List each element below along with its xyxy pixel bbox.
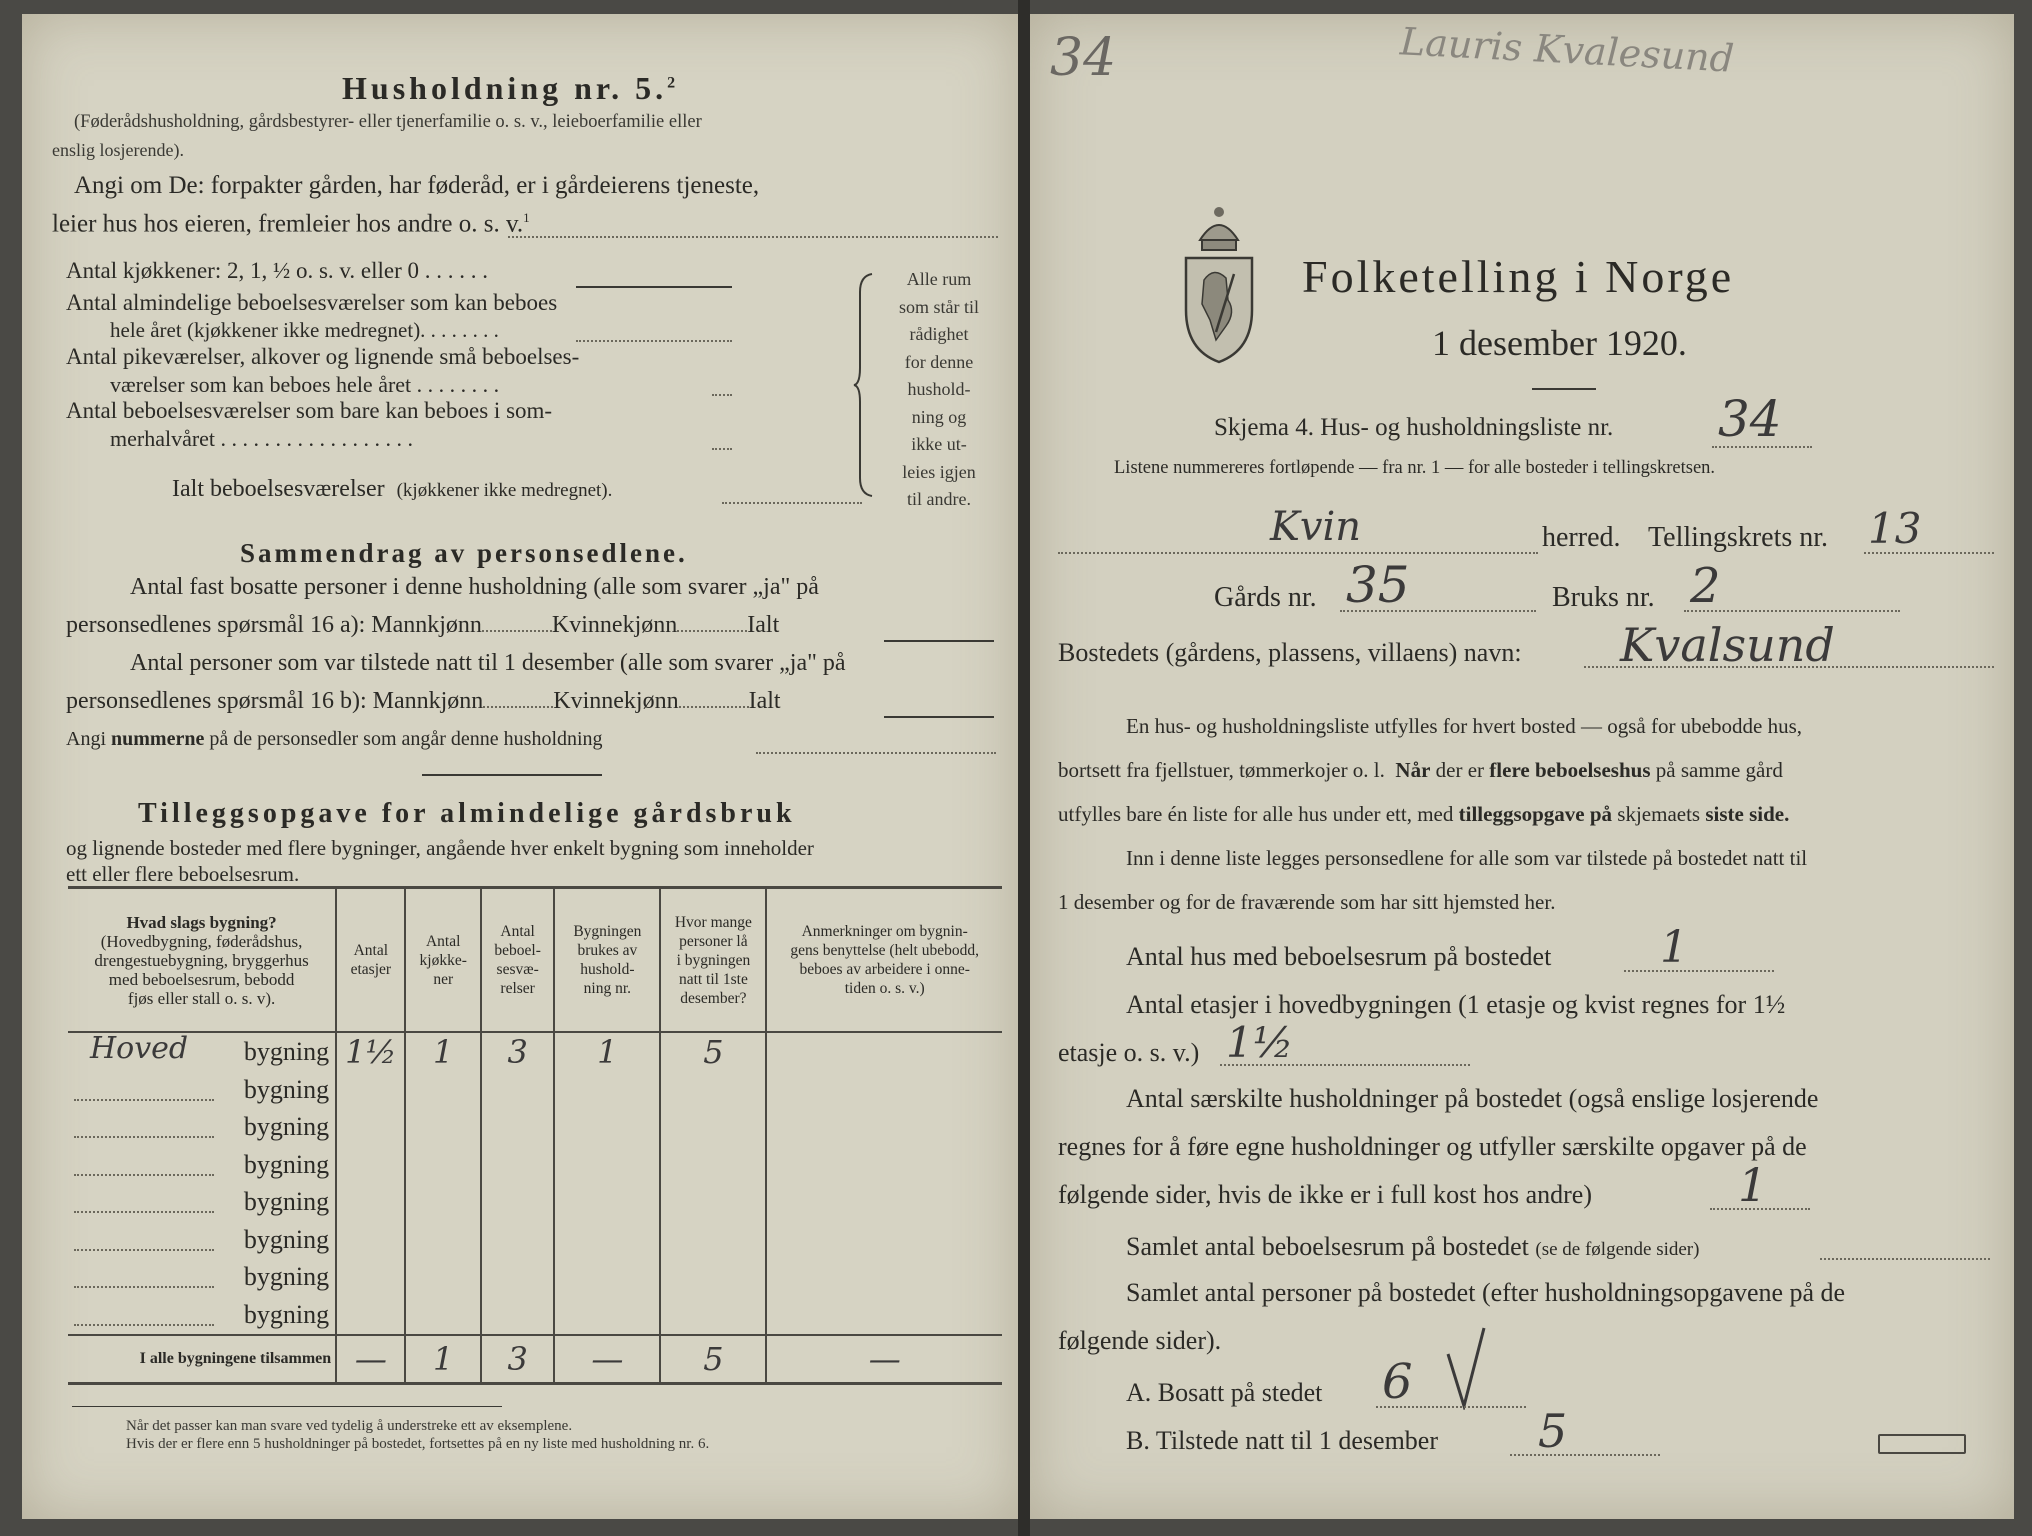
table-cell[interactable] <box>405 1221 480 1259</box>
schema-label: Skjema 4. Hus- og husholdningsliste nr. <box>1214 414 1614 441</box>
table-cell[interactable] <box>554 1296 660 1335</box>
header-household-no: Bygningen brukes av hushold- ning nr. <box>554 888 660 1033</box>
b-value[interactable]: 5 <box>1538 1404 1568 1458</box>
herred-line <box>1058 552 1538 554</box>
q-hush-line <box>1710 1208 1810 1210</box>
angi-numbers: Angi nummerne på de personsedler som angår denne husholdning <box>66 728 603 750</box>
q-hus-line <box>1624 970 1774 972</box>
table-row <box>68 1032 1002 1071</box>
table-cell[interactable] <box>660 1259 766 1297</box>
building-type-cell[interactable]: bygning <box>68 1071 336 1109</box>
building-type-cell[interactable]: Hoved bygning <box>68 1032 336 1071</box>
table-cell[interactable] <box>766 1184 1002 1222</box>
total-cell[interactable]: — <box>336 1335 405 1384</box>
para1-2: bortsett fra fjellstuer, tømmerkojer o. l. Når der er flere beboelseshus på samme gård <box>1058 758 1783 782</box>
table-cell[interactable] <box>405 1146 480 1184</box>
bruks-label: Bruks nr. <box>1552 582 1655 613</box>
gards-line <box>1340 610 1536 612</box>
krets-line <box>1864 552 1994 554</box>
schema-note: Listene nummereres fortløpende — fra nr. 1 — for alle bosteder i tellingskretsen. <box>1114 458 1716 478</box>
section-divider <box>422 774 602 776</box>
form-title: Folketelling i Norge <box>1302 251 1735 302</box>
ordinary-answer-line[interactable] <box>576 340 732 342</box>
table-cell[interactable] <box>405 1184 480 1222</box>
maid-answer-line[interactable] <box>712 394 732 396</box>
kitchens-answer-line <box>576 286 732 288</box>
table-row <box>68 1071 1002 1109</box>
bosted-value[interactable]: Kvalsund <box>1620 618 1835 672</box>
table-cell[interactable] <box>481 1146 554 1184</box>
brace-icon <box>852 272 878 498</box>
rooms-ordinary-1: Antal almindelige beboelsesværelser som kan beboes <box>66 290 558 315</box>
table-cell[interactable]: 1½ <box>336 1032 405 1071</box>
table-cell[interactable]: 1 <box>405 1032 480 1071</box>
rooms-total-answer-line[interactable] <box>722 502 862 504</box>
left-page <box>22 14 1018 1519</box>
table-cell[interactable] <box>405 1296 480 1335</box>
table-cell[interactable] <box>405 1109 480 1147</box>
total-label: I alle bygningene tilsammen <box>68 1335 336 1384</box>
table-row <box>68 1259 1002 1297</box>
q-etasjer-line <box>1220 1064 1470 1066</box>
q-etasjer-value[interactable]: 1½ <box>1226 1018 1294 1067</box>
footnote-1: Når det passer kan man svare ved tydelig å understreke ett av eksemplene. <box>126 1418 573 1434</box>
total-cell[interactable]: 3 <box>481 1335 554 1384</box>
a-value[interactable]: 6 <box>1382 1354 1413 1410</box>
table-cell[interactable] <box>554 1071 660 1109</box>
table-cell[interactable] <box>766 1071 1002 1109</box>
building-type-cell[interactable]: bygning <box>68 1259 336 1297</box>
q-hush-value[interactable]: 1 <box>1738 1158 1768 1212</box>
header-kitchens: Antal kjøkke- ner <box>405 888 480 1033</box>
angi-line-1: Angi om De: forpakter gården, har føderåd, er i gårdeierens tjeneste, <box>74 172 760 199</box>
building-table <box>68 886 1002 1385</box>
bruks-line <box>1684 610 1900 612</box>
table-cell[interactable] <box>766 1296 1002 1335</box>
table-row <box>68 1296 1002 1335</box>
table-cell[interactable] <box>554 1109 660 1147</box>
summary-title: Sammendrag av personsedlene. <box>240 538 688 568</box>
right-page <box>1030 14 2014 1519</box>
header-floors: Antal etasjer <box>336 888 405 1033</box>
krets-value[interactable]: 13 <box>1868 504 1922 553</box>
printer-stamp-icon <box>1878 1434 1966 1454</box>
building-type-cell[interactable]: bygning <box>68 1109 336 1147</box>
q-hush-1: Antal særskilte husholdninger på bostedet (også enslige losjerende <box>1126 1084 1819 1113</box>
form-date: 1 desember 1920. <box>1432 323 1687 363</box>
rooms-kitchens: Antal kjøkkener: 2, 1, ½ o. s. v. eller 0 . . . . . . <box>66 258 489 283</box>
schema-value-line <box>1712 446 1812 448</box>
table-cell[interactable] <box>554 1146 660 1184</box>
header-rooms: Antal beboel- sesvæ- relser <box>481 888 554 1033</box>
side-note: Alle rum som står til rådighet for denne hushold- ning og ikke ut- leies igjen til andre. <box>899 269 979 509</box>
table-row <box>68 1221 1002 1259</box>
table-cell[interactable] <box>481 1296 554 1335</box>
title-divider <box>1532 388 1596 390</box>
footnote-divider <box>72 1406 502 1407</box>
household-note-1: (Føderådshusholdning, gårdsbestyrer- eller tjenerfamilie o. s. v., leieboerfamilie eller <box>74 112 702 132</box>
table-cell[interactable] <box>336 1296 405 1335</box>
para1-3: utfylles bare én liste for alle hus under ett, med tilleggsopgave på skjemaets siste side. <box>1058 802 1790 826</box>
q-etasjer-1: Antal etasjer i hovedbygningen (1 etasje og kvist regnes for 1½ <box>1126 990 1786 1019</box>
a-line <box>1376 1406 1526 1408</box>
rooms-total: Ialt beboelsesværelser (kjøkkener ikke medregnet). <box>172 476 613 502</box>
herred-label: herred. <box>1542 522 1621 553</box>
summary-1-total-line <box>884 640 994 642</box>
table-cell[interactable] <box>481 1109 554 1147</box>
table-cell[interactable] <box>660 1146 766 1184</box>
rooms-summer-1: Antal beboelsesværelser som bare kan beboes i som- <box>66 398 553 423</box>
table-cell[interactable]: 5 <box>660 1032 766 1071</box>
bosted-line <box>1584 666 1994 668</box>
herred-value[interactable]: Kvin <box>1270 504 1362 550</box>
q-pers-2: følgende sider). <box>1058 1326 1222 1355</box>
q-hus-value[interactable]: 1 <box>1660 922 1688 973</box>
table-cell[interactable] <box>336 1221 405 1259</box>
table-cell[interactable] <box>660 1296 766 1335</box>
table-cell[interactable] <box>481 1184 554 1222</box>
summary-1a: Antal fast bosatte personer i denne husholdning (alle som svarer „ja" på <box>130 574 819 600</box>
table-cell[interactable] <box>766 1146 1002 1184</box>
summer-answer-line[interactable] <box>712 448 732 450</box>
q-etasjer-2: etasje o. s. v.) <box>1058 1038 1200 1067</box>
angi-line-2: leier hus hos eieren, fremleier hos andre o. s. v.$^1$ <box>52 210 530 238</box>
table-cell[interactable] <box>766 1032 1002 1071</box>
rooms-maid-1: Antal pikeværelser, alkover og lignende små beboelses- <box>66 344 580 369</box>
table-cell[interactable] <box>554 1259 660 1297</box>
total-cell[interactable]: 1 <box>405 1335 480 1384</box>
table-row <box>68 1184 1002 1222</box>
table-cell[interactable] <box>336 1071 405 1109</box>
table-cell[interactable] <box>660 1109 766 1147</box>
total-cell[interactable]: — <box>554 1335 660 1384</box>
footnote-2: Hvis der er flere enn 5 husholdninger på bostedet, fortsettes på en ny liste med husholdning nr. 6. <box>126 1436 710 1452</box>
q-rum-line[interactable] <box>1820 1258 1990 1260</box>
supplement-1: og lignende bosteder med flere bygninger, angående hver enkelt bygning som inneholder <box>66 836 814 860</box>
table-cell[interactable]: 3 <box>481 1032 554 1071</box>
table-cell[interactable]: 1 <box>554 1032 660 1071</box>
summary-2-total-line <box>884 716 994 718</box>
coat-of-arms-icon <box>1180 200 1258 364</box>
angi-numbers-line[interactable] <box>756 752 996 754</box>
q-hus-label: Antal hus med beboelsesrum på bostedet <box>1126 942 1552 971</box>
schema-value[interactable]: 34 <box>1718 390 1782 448</box>
building-type-cell[interactable]: bygning <box>68 1296 336 1335</box>
rooms-summer-2: merhalvåret . . . . . . . . . . . . . . . . . . <box>110 426 414 451</box>
q-rum-label: Samlet antal beboelsesrum på bostedet (se de følgende sider) <box>1126 1232 1700 1261</box>
table-header-row <box>68 888 1002 1033</box>
table-row <box>68 1146 1002 1184</box>
corner-number: 34 <box>1050 28 1117 88</box>
table-cell[interactable] <box>336 1146 405 1184</box>
household-note-2: enslig losjerende). <box>52 140 184 160</box>
table-cell[interactable] <box>766 1221 1002 1259</box>
building-type-cell[interactable]: bygning <box>68 1221 336 1259</box>
table-cell[interactable] <box>481 1259 554 1297</box>
summary-2b: personsedlenes spørsmål 16 b): Mannkjønn Kvinnekjønn Ialt <box>66 688 781 714</box>
table-cell[interactable] <box>481 1071 554 1109</box>
table-total-row <box>68 1335 1002 1384</box>
gards-value[interactable]: 35 <box>1346 556 1410 614</box>
para1-1: En hus- og husholdningsliste utfylles for hvert bosted — også for ubebodde hus, <box>1126 714 1802 738</box>
corner-name: Lauris Kvalesund <box>1399 19 1736 81</box>
supplement-title: Tilleggsopgave for almindelige gårdsbruk <box>138 798 796 829</box>
table-row <box>68 1109 1002 1147</box>
total-cell[interactable]: 5 <box>660 1335 766 1384</box>
para2-1: Inn i denne liste legges personsedlene for alle som var tilstede på bostedet natt til <box>1126 846 1808 870</box>
household-title: Husholdning nr. 5.$^2$ <box>342 70 680 106</box>
para2-2: 1 desember og for de fraværende som har sitt hjemsted her. <box>1058 890 1556 914</box>
table-cell[interactable] <box>554 1184 660 1222</box>
table-cell[interactable] <box>660 1221 766 1259</box>
table-cell[interactable] <box>405 1259 480 1297</box>
q-pers-1: Samlet antal personer på bostedet (efter husholdningsopgavene på de <box>1126 1278 1846 1307</box>
krets-label: Tellingskrets nr. <box>1648 522 1829 553</box>
bruks-value[interactable]: 2 <box>1690 558 1721 614</box>
checkmark-icon <box>1444 1324 1488 1410</box>
gards-label: Gårds nr. <box>1214 582 1317 613</box>
bosted-label: Bostedets (gårdens, plassens, villaens) navn: <box>1058 638 1522 667</box>
b-label: B. Tilstede natt til 1 desember <box>1126 1426 1438 1455</box>
q-hush-3: følgende sider, hvis de ikke er i full kost hos andre) <box>1058 1180 1592 1209</box>
table-cell[interactable] <box>336 1109 405 1147</box>
table-cell[interactable] <box>660 1184 766 1222</box>
rooms-maid-2: værelser som kan beboes hele året . . . . . . . . <box>110 372 500 397</box>
header-building-type: Hvad slags bygning? (Hovedbygning, føderådshus, drengestuebygning, bryggerhus med beboelsesrum, bebodd fjøs eller stall o. s. v). <box>68 888 336 1033</box>
building-type-cell[interactable]: bygning <box>68 1146 336 1184</box>
table-cell[interactable] <box>554 1221 660 1259</box>
table-cell[interactable] <box>766 1259 1002 1297</box>
a-label: A. Bosatt på stedet <box>1126 1378 1323 1407</box>
table-cell[interactable] <box>481 1221 554 1259</box>
building-type-cell[interactable]: bygning <box>68 1184 336 1222</box>
rooms-ordinary-2: hele året (kjøkkener ikke medregnet). . . . . . . . <box>110 318 499 342</box>
angi-answer-line[interactable] <box>508 236 998 238</box>
header-remarks: Anmerkninger om bygnin- gens benyttelse (helt ubebodd, beboes av arbeidere i onne- tiden o. s. v.) <box>766 888 1002 1033</box>
table-cell[interactable] <box>336 1259 405 1297</box>
total-cell[interactable]: — <box>766 1335 1002 1384</box>
header-persons: Hvor mange personer lå i bygningen natt til 1ste desember? <box>660 888 766 1033</box>
table-cell[interactable] <box>660 1071 766 1109</box>
summary-2a: Antal personer som var tilstede natt til 1 desember (alle som svarer „ja" på <box>130 650 846 676</box>
table-cell[interactable] <box>766 1109 1002 1147</box>
table-cell[interactable] <box>405 1071 480 1109</box>
summary-1b: personsedlenes spørsmål 16 a): Mannkjønn Kvinnekjønn Ialt <box>66 612 780 638</box>
page-fold <box>1018 0 1030 1536</box>
b-line <box>1510 1454 1660 1456</box>
q-hush-2: regnes for å føre egne husholdninger og utfyller særskilte opgaver på de <box>1058 1132 1807 1161</box>
supplement-2: ett eller flere beboelsesrum. <box>66 862 300 886</box>
table-cell[interactable] <box>336 1184 405 1222</box>
